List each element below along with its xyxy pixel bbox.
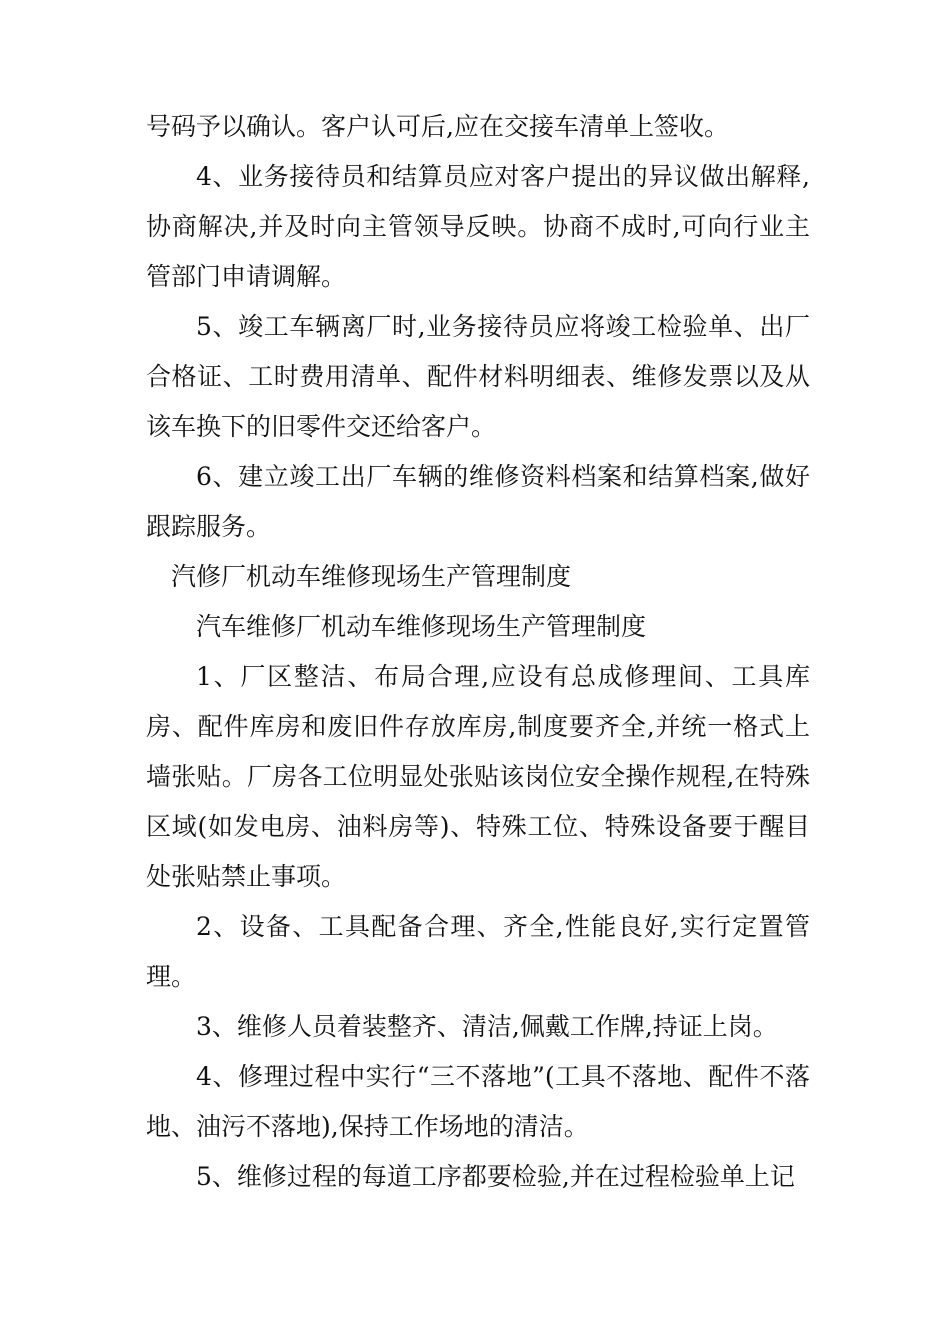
rule-item-2: 2、设备、工具配备合理、齐全,性能良好,实行定置管理。 — [146, 912, 810, 991]
rule-item-5: 5、维修过程的每道工序都要检验,并在过程检验单上记 — [196, 1162, 795, 1191]
document-body — [146, 102, 810, 1202]
paragraph-item-5: 5、竣工车辆离厂时,业务接待员应将竣工检验单、出厂合格证、工时费用清单、配件材料明细表、维修发票以及从该车换下的旧零件交还给客户。 — [146, 312, 810, 441]
rule-item-1: 1、厂区整洁、布局合理,应设有总成修理间、工具库房、配件库房和废旧件存放库房,制度要齐全,并统一格式上墙张贴。厂房各工位明显处张贴该岗位安全操作规程,在特殊区域(如发电房、油料房等)、特殊工位、特殊设备要于醒目处张贴禁止事项。 — [146, 662, 810, 891]
paragraph-item-6: 6、建立竣工出厂车辆的维修资料档案和结算档案,做好跟踪服务。 — [146, 462, 810, 541]
paragraph-item-4: 4、业务接待员和结算员应对客户提出的异议做出解释,协商解决,并及时向主管领导反映。协商不成时,可向行业主管部门申请调解。 — [146, 162, 810, 291]
section-subheading: 汽车维修厂机动车维修现场生产管理制度 — [196, 612, 647, 641]
rule-item-3: 3、维修人员着装整齐、清洁,佩戴工作牌,持证上岗。 — [196, 1012, 778, 1041]
section-heading: 汽修厂机动车维修现场生产管理制度 — [171, 562, 572, 591]
paragraph-continued: 号码予以确认。客户认可后,应在交接车清单上签收。 — [146, 112, 729, 141]
rule-item-4: 4、修理过程中实行“三不落地”(工具不落地、配件不落地、油污不落地),保持工作场地的清洁。 — [146, 1062, 810, 1141]
